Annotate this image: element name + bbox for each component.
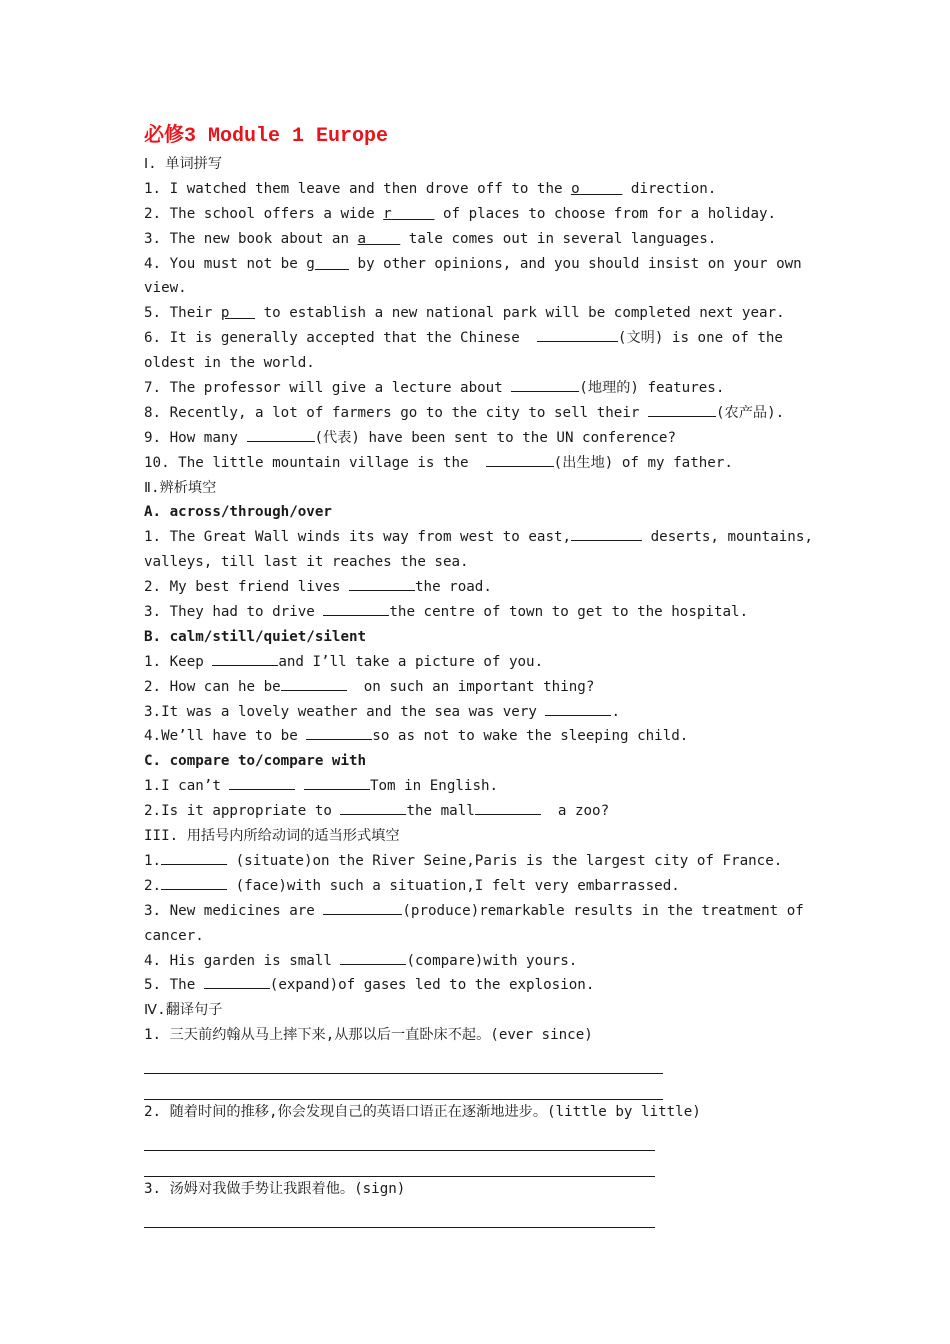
answer-blank[interactable] xyxy=(304,774,370,790)
s3-question-4: 4. His garden is small (compare)with yours. xyxy=(144,949,812,974)
answer-line[interactable] xyxy=(144,1202,655,1228)
s3-question-3-cont: cancer. xyxy=(144,927,204,944)
s3-question-5: 5. The (expand)of gases led to the explosion. xyxy=(144,973,812,998)
s2b-question-2: 2. How can he be on such an important thing? xyxy=(144,675,812,700)
answer-blank[interactable] xyxy=(475,799,541,815)
s1-question-4: 4. You must not be g by other opinions, and you should insist on your own xyxy=(144,255,802,272)
s2a-question-1-cont: valleys, till last it reaches the sea. xyxy=(144,554,469,571)
s1-question-6-cont: oldest in the world. xyxy=(144,355,315,372)
answer-blank[interactable]: r xyxy=(383,205,392,222)
answer-blank[interactable] xyxy=(571,525,642,541)
answer-blank[interactable] xyxy=(161,849,227,865)
section-1-heading: Ⅰ. 单词拼写 xyxy=(144,156,223,172)
s2b-question-1: 1. Keep and I’ll take a picture of you. xyxy=(144,650,812,675)
answer-blank[interactable] xyxy=(340,949,406,965)
s4-question-1: 1. 三天前约翰从马上摔下来,从那以后一直卧床不起。(ever since) xyxy=(144,1027,593,1044)
s3-question-1: 1. (situate)on the River Seine,Paris is the largest city of France. xyxy=(144,849,812,874)
answer-blank[interactable]: p xyxy=(220,305,230,322)
s1-question-9: 9. How many (代表) have been sent to the UN conference? xyxy=(144,426,812,451)
s2b-question-3: 3.It was a lovely weather and the sea was very . xyxy=(144,700,812,725)
s2a-question-2: 2. My best friend lives the road. xyxy=(144,575,812,600)
s4-question-3: 3. 汤姆对我做手势让我跟着他。(sign) xyxy=(144,1180,406,1197)
answer-line[interactable] xyxy=(144,1151,655,1177)
s1-question-10: 10. The little mountain village is the (出生地) of my father. xyxy=(144,451,812,476)
worksheet-page xyxy=(144,122,812,1228)
answer-line[interactable] xyxy=(144,1048,663,1074)
answer-blank[interactable] xyxy=(323,600,389,616)
answer-line[interactable] xyxy=(144,1125,655,1151)
s1-question-1: 1. I watched them leave and then drove off to the o direction. xyxy=(144,180,717,197)
section-3-heading: III. 用括号内所给动词的适当形式填空 xyxy=(144,828,400,845)
s1-question-6: 6. It is generally accepted that the Chinese (文明) is one of the xyxy=(144,326,812,351)
s2-group-b-label: B. calm/still/quiet/silent xyxy=(144,628,367,645)
s1-question-2: 2. The school offers a wide r of places to choose from for a holiday. xyxy=(144,205,777,222)
s3-question-3: 3. New medicines are (produce)remarkable results in the treatment of xyxy=(144,899,812,924)
s2-group-a-label: A. across/through/over xyxy=(144,504,332,521)
s2-group-c-label: C. compare to/compare with xyxy=(144,753,367,770)
answer-blank[interactable] xyxy=(545,700,611,716)
answer-blank[interactable] xyxy=(281,675,347,691)
answer-blank[interactable] xyxy=(323,899,402,915)
answer-blank[interactable] xyxy=(247,426,315,442)
answer-blank[interactable]: o xyxy=(571,180,580,197)
s4-question-2: 2. 随着时间的推移,你会发现自己的英语口语正在逐渐地进步。(little by little) xyxy=(144,1104,701,1121)
answer-blank[interactable] xyxy=(229,774,295,790)
s2c-question-1: 1.I can’t Tom in English. xyxy=(144,774,812,799)
s1-question-4-cont: view. xyxy=(144,280,187,297)
answer-blank[interactable] xyxy=(340,799,406,815)
answer-blank[interactable] xyxy=(306,724,372,740)
s2a-question-1: 1. The Great Wall winds its way from west to east, deserts, mountains, xyxy=(144,525,812,550)
section-2-heading: Ⅱ.辨析填空 xyxy=(144,479,217,496)
page-title: 必修3 Module 1 Europe xyxy=(144,125,389,148)
answer-line[interactable] xyxy=(144,1074,663,1100)
answer-blank[interactable]: g xyxy=(306,255,315,272)
answer-blank[interactable] xyxy=(212,650,278,666)
answer-blank[interactable]: a xyxy=(357,230,367,247)
answer-blank[interactable] xyxy=(511,376,579,392)
s1-question-3: 3. The new book about an a tale comes out in several languages. xyxy=(144,230,717,247)
s2a-question-3: 3. They had to drive the centre of town to get to the hospital. xyxy=(144,600,812,625)
answer-blank[interactable] xyxy=(486,451,554,467)
answer-blank[interactable] xyxy=(204,973,270,989)
s1-question-5: 5. Their p to establish a new national park will be completed next year. xyxy=(144,305,785,322)
answer-blank[interactable] xyxy=(648,401,716,417)
answer-blank[interactable] xyxy=(537,326,618,342)
answer-blank[interactable] xyxy=(349,575,415,591)
section-4-heading: Ⅳ.翻译句子 xyxy=(144,1002,223,1019)
s1-question-7: 7. The professor will give a lecture about (地理的) features. xyxy=(144,376,812,401)
s2b-question-4: 4.We’ll have to be so as not to wake the sleeping child. xyxy=(144,724,812,749)
s1-question-8: 8. Recently, a lot of farmers go to the city to sell their (农产品). xyxy=(144,401,812,426)
answer-blank[interactable] xyxy=(161,874,227,890)
s2c-question-2: 2.Is it appropriate to the mall a zoo? xyxy=(144,799,812,824)
s3-question-2: 2. (face)with such a situation,I felt very embarrassed. xyxy=(144,874,812,899)
